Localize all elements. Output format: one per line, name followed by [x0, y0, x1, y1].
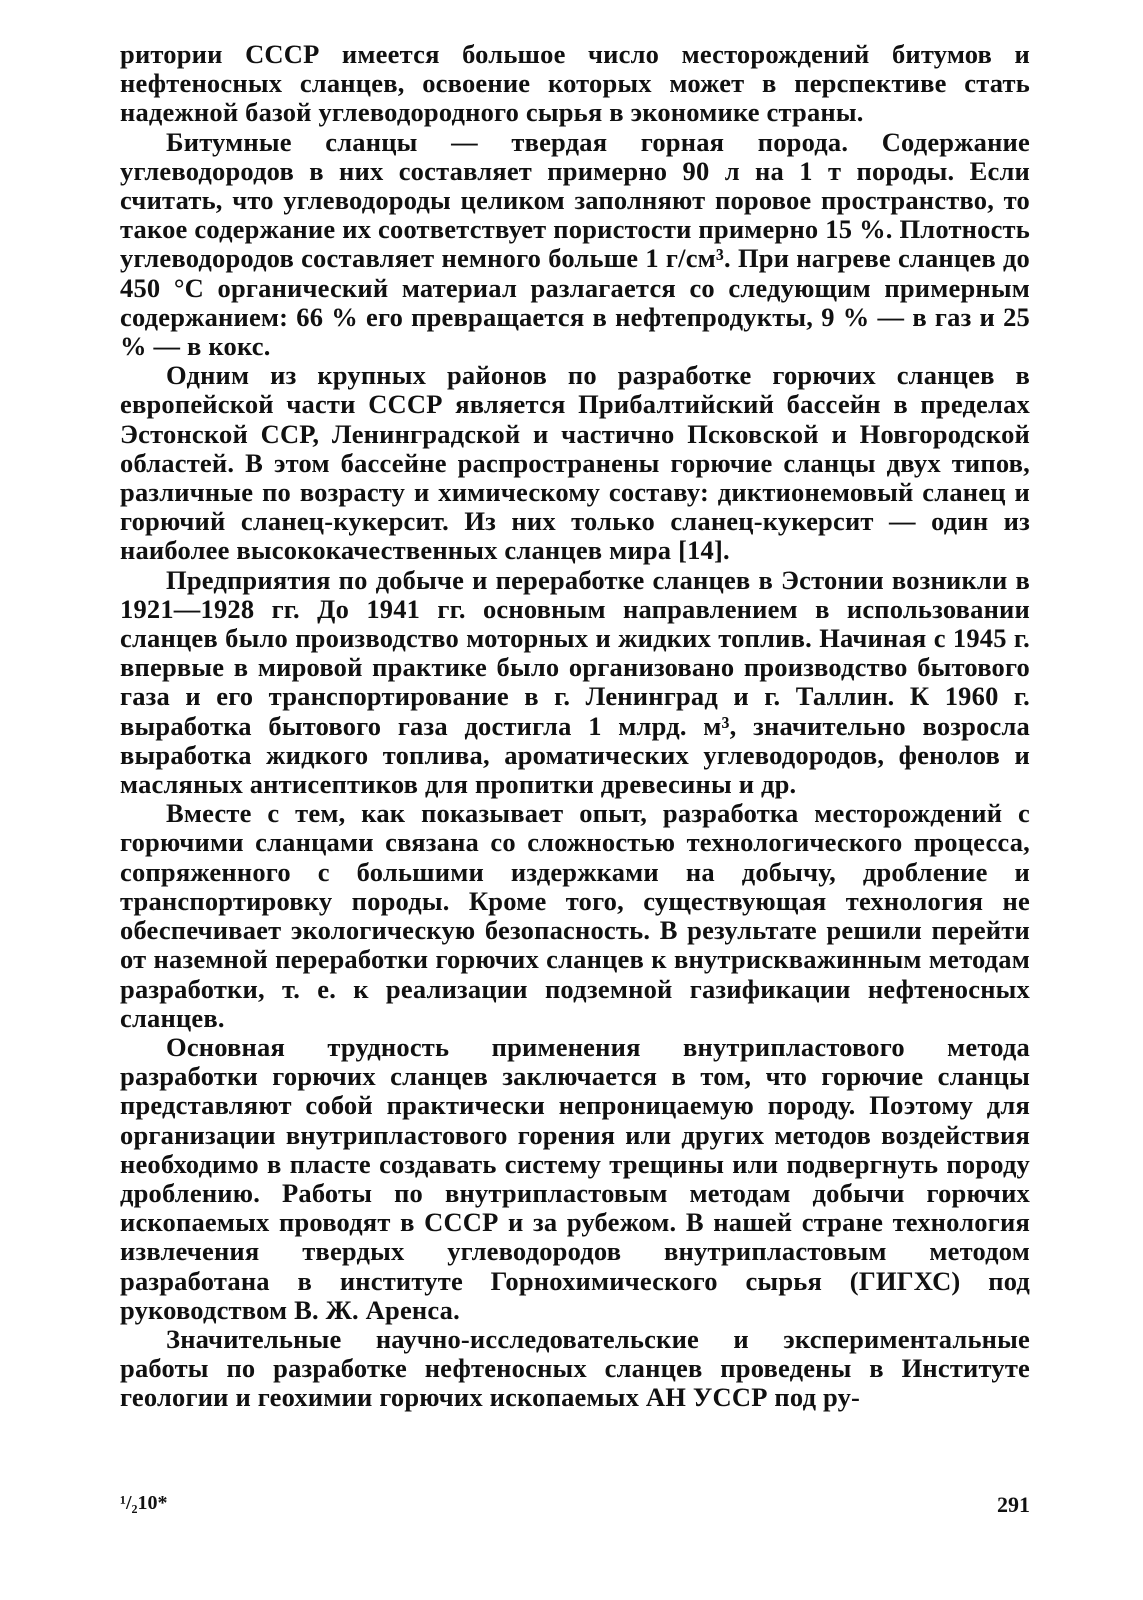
paragraph-7: Значительные научно-исследовательские и экспериментальные работы по разработке нефтеносных сланцев проведены в Институте геологии и геохимии горючих ископаемых АН УССР под ру- [120, 1323, 1030, 1413]
paragraph-1: ритории СССР имеется большое число месторождений битумов и нефтеносных сланцев, освоение которых может в перспективе стать надежной базой углеводородного сырья в экономике страны. [120, 39, 1030, 128]
paragraph-6: Основная трудность применения внутрипластового метода разработки горючих сланцев заключается в том, что горючие сланцы представляют собой практически непроницаемую породу. Поэтому для организации внутрипластового горения или других методов воздействия необходимо в пласте создавать систему трещины или подвергнуть породу дроблению. Работы по внутрипластовым методам добычи горючих ископаемых проводят в СССР и за рубежом. В нашей стране технология извлечения твердых углеводородов внутрипластовым методом разработана в институте Горнохимического сырья (ГИГХС) под руководством В. Ж. Аренса. [120, 1031, 1030, 1325]
page-footer [120, 1492, 1030, 1522]
page-number: 291 [997, 1492, 1030, 1517]
page-body [120, 40, 1030, 1413]
paragraph-4: Предприятия по добыче и переработке сланцев в Эстонии возникли в 1921—1928 гг. До 1941 гг. основным направлением в использовании сланцев было производство моторных и жидких топлив. Начиная с 1945 г. впервые в мировой практике было организовано производство бытового газа и его транспортирование в г. Ленинград и г. Таллин. К 1960 г. выработка бытового газа достигла 1 млрд. м³, значительно возросла выработка жидкого топлива, ароматических углеводородов, фенолов и масляных антисептиков для пропитки древесины и др. [120, 564, 1030, 800]
paragraph-2: Битумные сланцы — твердая горная порода. Содержание углеводородов в них составляет примерно 90 л на 1 т породы. Если считать, что углеводороды целиком заполняют поровое пространство, то такое содержание их соответствует пористости примерно 15 %. Плотность углеводородов составляет немного больше 1 г/см³. При нагреве сланцев до 450 °С органический материал разлагается со следующим примерным содержанием: 66 % его превращается в нефтепродукты, 9 % — в газ и 25 % — в кокс. [120, 126, 1030, 362]
paragraph-3: Одним из крупных районов по разработке горючих сланцев в европейской части СССР является Прибалтийский бассейн в пределах Эстонской ССР, Ленинградской и частично Псковской и Новгородской областей. В этом бассейне распространены горючие сланцы двух типов, различные по возрасту и химическому составу: диктионемовый сланец и горючий сланец-кукерсит. Из них только сланец-кукерсит — один из наиболее высококачественных сланцев мира [14]. [120, 360, 1030, 566]
paragraph-5: Вместе с тем, как показывает опыт, разработка месторождений с горючими сланцами связана со сложностью технологического процесса, сопряженного с большими издержками на добычу, дробление и транспортировку породы. Кроме того, существующая технология не обеспечивает экологическую безопасность. В результате решили перейти от наземной переработки горючих сланцев к внутрискважинным методам разработки, т. е. к реализации подземной газификации нефтеносных сланцев. [120, 798, 1030, 1033]
printer-signature: ¹/₂10* [120, 1492, 168, 1514]
